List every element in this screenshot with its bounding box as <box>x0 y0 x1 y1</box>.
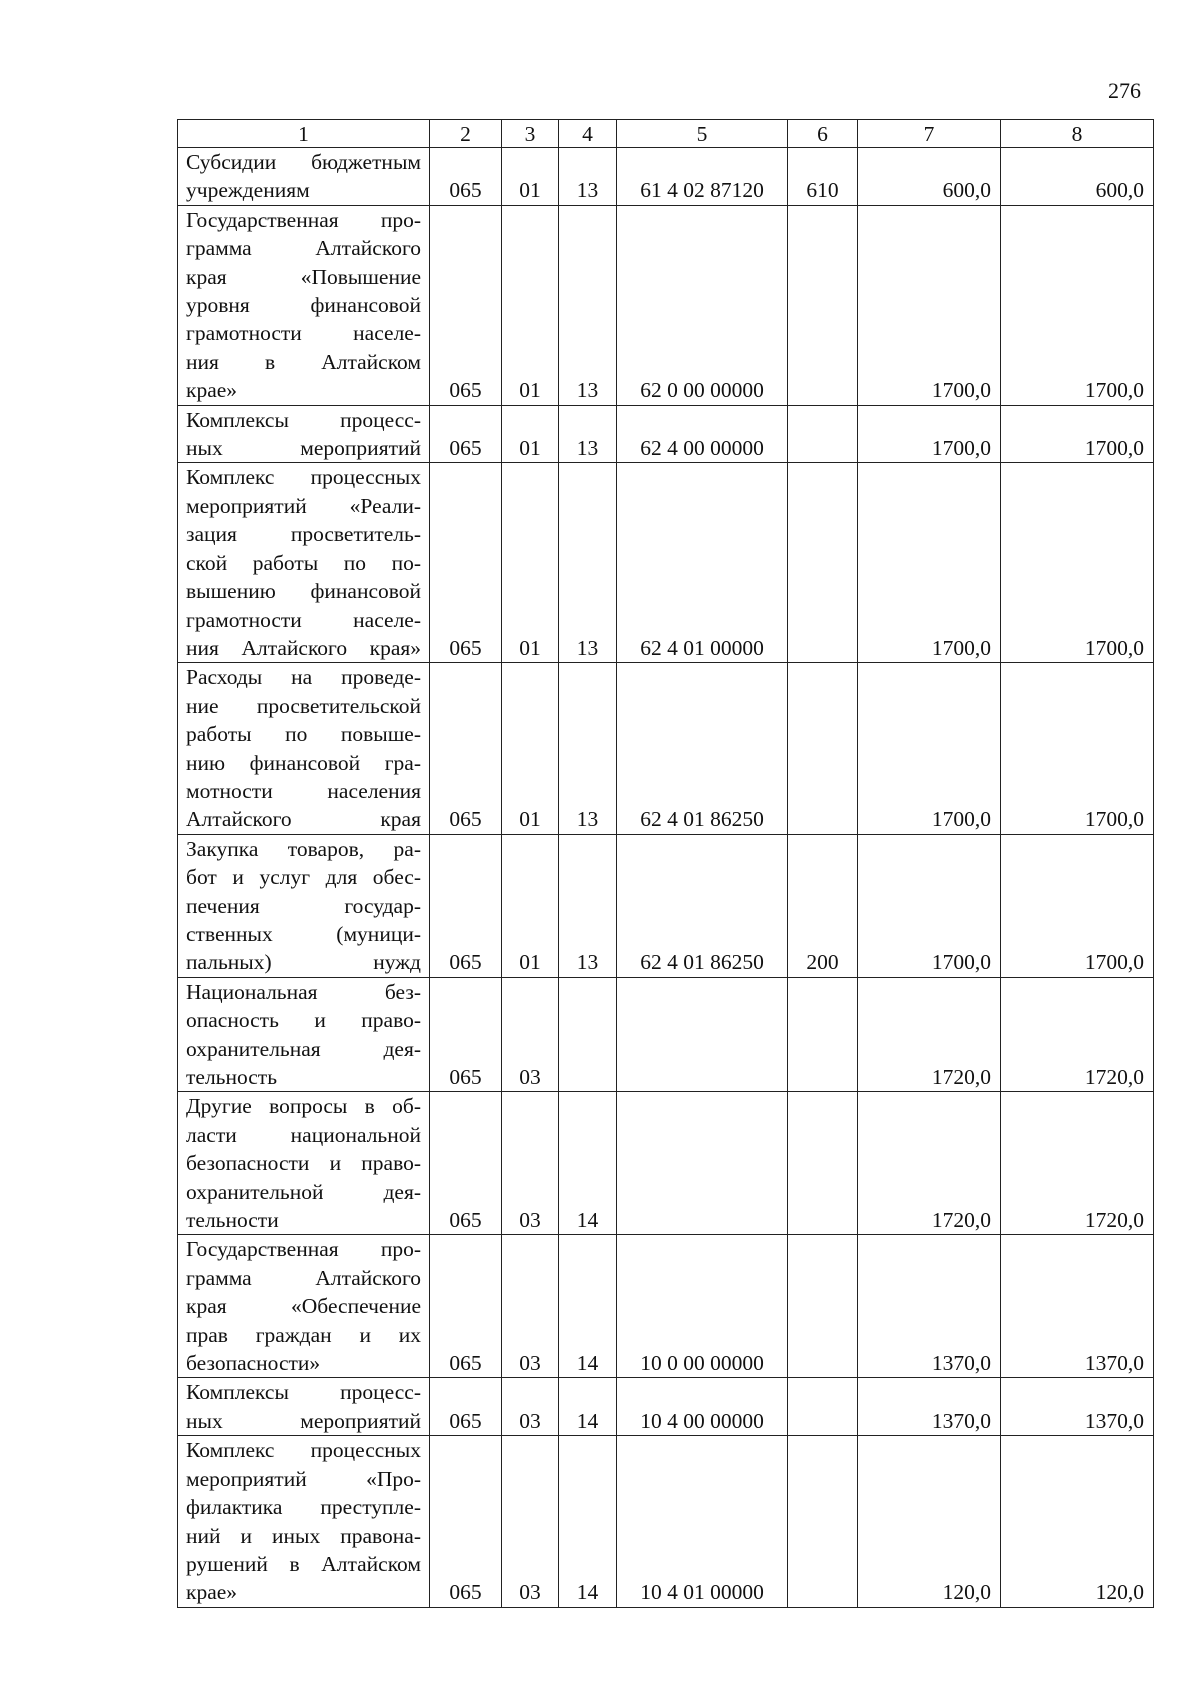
column-header: 3 <box>502 120 559 148</box>
row-name-line <box>186 1006 421 1034</box>
word: края <box>186 264 227 289</box>
word: на <box>291 665 313 690</box>
row-name-line <box>186 863 421 891</box>
word: по <box>343 550 367 575</box>
header-row <box>178 120 1154 148</box>
row-name-cell <box>178 463 430 663</box>
word: просветительской <box>256 693 421 718</box>
word: процессных <box>310 465 421 490</box>
word: работы <box>186 722 252 747</box>
word: и <box>232 865 244 890</box>
column-header: 2 <box>430 120 502 148</box>
word: Комплекс <box>186 465 275 490</box>
word: иных <box>272 1523 321 1548</box>
column-header: 4 <box>559 120 617 148</box>
word: ра- <box>393 836 421 861</box>
word: их <box>398 1322 421 1347</box>
row-name-line <box>186 291 421 319</box>
word: Комплексы <box>186 1380 289 1405</box>
word: по- <box>391 550 421 575</box>
word: уровня <box>186 293 250 318</box>
word: и <box>359 1322 371 1347</box>
word: «Реали- <box>349 493 421 518</box>
row-name-line <box>186 749 421 777</box>
row-name-line <box>186 1092 421 1120</box>
word: зация <box>186 522 237 547</box>
word: про- <box>380 1237 421 1262</box>
amount-cell: 1700,0 <box>1001 205 1154 405</box>
section-code-cell: 03 <box>502 1436 559 1607</box>
word: (муници- <box>336 921 421 946</box>
row-name-line: безопасности» <box>186 1351 321 1376</box>
word: Алтайском <box>321 349 421 374</box>
word: работы <box>252 550 319 575</box>
word: ний <box>186 1523 221 1548</box>
subsection-code-cell: 13 <box>559 834 617 977</box>
row-name-line <box>186 1264 421 1292</box>
word: без- <box>384 979 421 1004</box>
row-name-line <box>186 234 421 262</box>
amount-cell: 1700,0 <box>1001 463 1154 663</box>
target-article-cell <box>617 1092 788 1235</box>
table-row <box>178 1092 1154 1235</box>
admin-code-cell: 065 <box>430 405 502 463</box>
word: процесс- <box>340 407 421 432</box>
amount-cell: 120,0 <box>858 1436 1001 1607</box>
target-article-cell: 10 4 01 00000 <box>617 1436 788 1607</box>
word: просветитель- <box>290 522 421 547</box>
admin-code-cell: 065 <box>430 1378 502 1436</box>
row-name-line: ния Алтайского края» <box>186 635 421 660</box>
word: государ- <box>344 893 421 918</box>
word: процесс- <box>340 1380 421 1405</box>
row-name-line <box>186 1522 421 1550</box>
word: Алтайского <box>315 236 421 261</box>
row-name-cell <box>178 1378 430 1436</box>
word: граждан <box>255 1322 332 1347</box>
word: бюджетным <box>311 150 421 174</box>
word: обес- <box>372 865 421 890</box>
row-name-line <box>186 1121 421 1149</box>
row-name-cell <box>178 834 430 977</box>
admin-code-cell: 065 <box>430 463 502 663</box>
row-name-line <box>186 549 421 577</box>
admin-code-cell: 065 <box>430 1235 502 1378</box>
row-name-line: учреждениям <box>186 178 310 203</box>
word: гра- <box>384 750 421 775</box>
row-name-line: ных мероприятий <box>186 1408 421 1433</box>
row-name-line <box>186 492 421 520</box>
amount-cell: 1700,0 <box>858 405 1001 463</box>
row-name-line <box>186 319 421 347</box>
word: товаров, <box>287 836 365 861</box>
subsection-code-cell <box>559 977 617 1092</box>
subsection-code-cell: 14 <box>559 1436 617 1607</box>
word: Другие <box>186 1094 252 1119</box>
word: и <box>314 1008 326 1033</box>
row-name-line <box>186 1465 421 1493</box>
row-name-line: тельности <box>186 1208 279 1233</box>
table-row <box>178 205 1154 405</box>
section-code-cell: 03 <box>502 1235 559 1378</box>
section-code-cell: 03 <box>502 1378 559 1436</box>
amount-cell: 1700,0 <box>1001 834 1154 977</box>
admin-code-cell: 065 <box>430 148 502 206</box>
word: и <box>329 1151 342 1176</box>
row-name-line <box>186 720 421 748</box>
expense-type-cell <box>788 1092 858 1235</box>
row-name-line: Алтайского края <box>186 807 421 832</box>
row-name-line <box>186 692 421 720</box>
word: вышению <box>186 579 276 604</box>
expense-type-cell <box>788 463 858 663</box>
word: Государственная <box>186 1237 339 1262</box>
word: повыше- <box>340 722 421 747</box>
section-code-cell: 01 <box>502 148 559 206</box>
amount-cell: 1700,0 <box>1001 405 1154 463</box>
row-name-cell <box>178 663 430 834</box>
word: для <box>325 865 358 890</box>
table-row <box>178 663 1154 834</box>
row-name-line <box>186 1178 421 1206</box>
amount-cell: 1370,0 <box>1001 1378 1154 1436</box>
amount-cell: 600,0 <box>1001 148 1154 206</box>
table-row <box>178 1235 1154 1378</box>
subsection-code-cell: 14 <box>559 1378 617 1436</box>
target-article-cell: 10 4 00 00000 <box>617 1378 788 1436</box>
word: «Повышение <box>300 264 421 289</box>
section-code-cell: 01 <box>502 205 559 405</box>
expense-type-cell <box>788 405 858 463</box>
budget-table <box>177 119 1154 1608</box>
word: «Про- <box>366 1466 421 1491</box>
word: «Обеспечение <box>291 1294 421 1319</box>
table-row <box>178 405 1154 463</box>
word: рушений <box>186 1551 268 1576</box>
word: про- <box>380 207 421 232</box>
word: прав <box>186 1322 228 1347</box>
row-name-line: ных мероприятий <box>186 436 421 461</box>
row-name-line: крае» <box>186 1580 238 1605</box>
row-name-line <box>186 920 421 948</box>
row-name-line <box>186 777 421 805</box>
row-name-cell <box>178 977 430 1092</box>
table-row <box>178 1436 1154 1607</box>
subsection-code-cell: 13 <box>559 663 617 834</box>
word: грамотности <box>186 321 302 346</box>
amount-cell: 1720,0 <box>1001 1092 1154 1235</box>
admin-code-cell: 065 <box>430 1092 502 1235</box>
expense-type-cell <box>788 205 858 405</box>
row-name-line <box>186 1550 421 1578</box>
row-name-line <box>186 406 421 434</box>
row-name-line <box>186 577 421 605</box>
row-name-line <box>186 1493 421 1521</box>
word: населе- <box>353 321 421 346</box>
subsection-code-cell: 14 <box>559 1092 617 1235</box>
word: Комплексы <box>186 407 289 432</box>
word: Комплекс <box>186 1438 275 1463</box>
amount-cell: 1720,0 <box>858 1092 1001 1235</box>
word: охранительная <box>186 1036 321 1061</box>
word: Алтайского <box>315 1265 421 1290</box>
word: национальной <box>290 1122 421 1147</box>
word: право- <box>361 1151 421 1176</box>
word: Субсидии <box>186 150 277 174</box>
row-name-line <box>186 1378 421 1406</box>
target-article-cell: 62 4 00 00000 <box>617 405 788 463</box>
word: дея- <box>383 1179 421 1204</box>
word: грамотности <box>186 607 302 632</box>
row-name-cell <box>178 405 430 463</box>
word: Государственная <box>186 207 339 232</box>
word: финансовой <box>249 750 361 775</box>
section-code-cell: 01 <box>502 463 559 663</box>
row-name-line: тельность <box>186 1065 278 1089</box>
row-name-line: крае» <box>186 378 238 403</box>
word: ния <box>186 349 219 374</box>
table-row <box>178 1378 1154 1436</box>
word: нию <box>186 750 226 775</box>
word: грамма <box>186 1265 252 1290</box>
word: охранительной <box>186 1179 324 1204</box>
target-article-cell <box>617 977 788 1092</box>
word: печения <box>186 893 260 918</box>
expense-type-cell <box>788 1235 858 1378</box>
amount-cell: 120,0 <box>1001 1436 1154 1607</box>
row-name-line <box>186 348 421 376</box>
column-header: 8 <box>1001 120 1154 148</box>
word: финансовой <box>310 579 421 604</box>
word: право- <box>361 1008 421 1033</box>
word: Расходы <box>186 665 263 690</box>
word: в <box>264 349 276 374</box>
row-name-line <box>186 1149 421 1177</box>
table-row <box>178 148 1154 206</box>
expense-type-cell: 610 <box>788 148 858 206</box>
amount-cell: 600,0 <box>858 148 1001 206</box>
admin-code-cell: 065 <box>430 977 502 1092</box>
amount-cell: 1700,0 <box>1001 663 1154 834</box>
row-name-line <box>186 978 421 1006</box>
row-name-line <box>186 1235 421 1263</box>
row-name-cell <box>178 205 430 405</box>
table-body <box>178 120 1154 1608</box>
word: опасность <box>186 1008 279 1033</box>
expense-type-cell <box>788 663 858 834</box>
row-name-line <box>186 206 421 234</box>
row-name-line <box>186 606 421 634</box>
row-name-line <box>186 892 421 920</box>
subsection-code-cell: 13 <box>559 205 617 405</box>
word: населения <box>327 778 421 803</box>
word: финансовой <box>310 293 421 318</box>
target-article-cell: 62 4 01 86250 <box>617 834 788 977</box>
amount-cell: 1700,0 <box>858 834 1001 977</box>
row-name-line <box>186 1436 421 1464</box>
expense-type-cell: 200 <box>788 834 858 977</box>
row-name-cell <box>178 1235 430 1378</box>
section-code-cell: 01 <box>502 834 559 977</box>
row-name-cell <box>178 1092 430 1235</box>
column-header: 5 <box>617 120 788 148</box>
word: филактика <box>186 1495 283 1520</box>
table-row <box>178 834 1154 977</box>
word: об- <box>392 1094 421 1119</box>
amount-cell: 1370,0 <box>1001 1235 1154 1378</box>
target-article-cell: 10 0 00 00000 <box>617 1235 788 1378</box>
amount-cell: 1370,0 <box>858 1378 1001 1436</box>
row-name-line: пальных) нужд <box>186 950 421 975</box>
word: правона- <box>340 1523 421 1548</box>
expense-type-cell <box>788 977 858 1092</box>
word: по <box>285 722 308 747</box>
column-header: 6 <box>788 120 858 148</box>
table-row <box>178 463 1154 663</box>
amount-cell: 1700,0 <box>858 205 1001 405</box>
row-name-cell <box>178 148 430 206</box>
word: грамма <box>186 236 252 261</box>
word: мероприятий <box>186 1466 307 1491</box>
subsection-code-cell: 13 <box>559 405 617 463</box>
expense-type-cell <box>788 1378 858 1436</box>
section-code-cell: 01 <box>502 663 559 834</box>
subsection-code-cell: 13 <box>559 148 617 206</box>
target-article-cell: 62 4 01 86250 <box>617 663 788 834</box>
word: вопросы <box>269 1094 348 1119</box>
row-name-line <box>186 835 421 863</box>
table-row <box>178 977 1154 1092</box>
row-name-cell <box>178 1436 430 1607</box>
amount-cell: 1700,0 <box>858 463 1001 663</box>
word: дея- <box>383 1036 421 1061</box>
word: ние <box>186 693 219 718</box>
word: проведе- <box>341 665 421 690</box>
section-code-cell: 01 <box>502 405 559 463</box>
word: края <box>186 1294 227 1319</box>
expense-type-cell <box>788 1436 858 1607</box>
word: ской <box>186 550 228 575</box>
target-article-cell: 61 4 02 87120 <box>617 148 788 206</box>
column-header: 7 <box>858 120 1001 148</box>
row-name-line <box>186 148 421 176</box>
section-code-cell: 03 <box>502 1092 559 1235</box>
section-code-cell: 03 <box>502 977 559 1092</box>
word: Национальная <box>186 979 318 1004</box>
word: ственных <box>186 921 273 946</box>
subsection-code-cell: 13 <box>559 463 617 663</box>
row-name-line <box>186 520 421 548</box>
word: и <box>240 1523 253 1548</box>
page-number: 276 <box>1108 78 1141 103</box>
amount-cell: 1700,0 <box>858 663 1001 834</box>
row-name-line <box>186 1292 421 1320</box>
column-header: 1 <box>178 120 430 148</box>
subsection-code-cell: 14 <box>559 1235 617 1378</box>
row-name-line <box>186 463 421 491</box>
admin-code-cell: 065 <box>430 1436 502 1607</box>
target-article-cell: 62 4 01 00000 <box>617 463 788 663</box>
word: населе- <box>353 607 421 632</box>
amount-cell: 1370,0 <box>858 1235 1001 1378</box>
word: услуг <box>259 865 311 890</box>
word: мероприятий <box>186 493 307 518</box>
row-name-line <box>186 263 421 291</box>
word: мотности <box>186 778 273 803</box>
word: Алтайском <box>321 1551 421 1576</box>
word: безопасности <box>186 1151 310 1176</box>
word: в <box>364 1094 375 1119</box>
word: ласти <box>186 1122 237 1147</box>
amount-cell: 1720,0 <box>858 977 1001 1092</box>
amount-cell: 1720,0 <box>1001 977 1154 1092</box>
admin-code-cell: 065 <box>430 205 502 405</box>
admin-code-cell: 065 <box>430 834 502 977</box>
row-name-line <box>186 1035 421 1063</box>
admin-code-cell: 065 <box>430 663 502 834</box>
word: бот <box>186 865 217 890</box>
word: в <box>289 1551 300 1576</box>
word: преступле- <box>320 1495 421 1520</box>
target-article-cell: 62 0 00 00000 <box>617 205 788 405</box>
row-name-line <box>186 1321 421 1349</box>
row-name-line <box>186 663 421 691</box>
word: Закупка <box>186 836 259 861</box>
word: процессных <box>310 1438 421 1463</box>
